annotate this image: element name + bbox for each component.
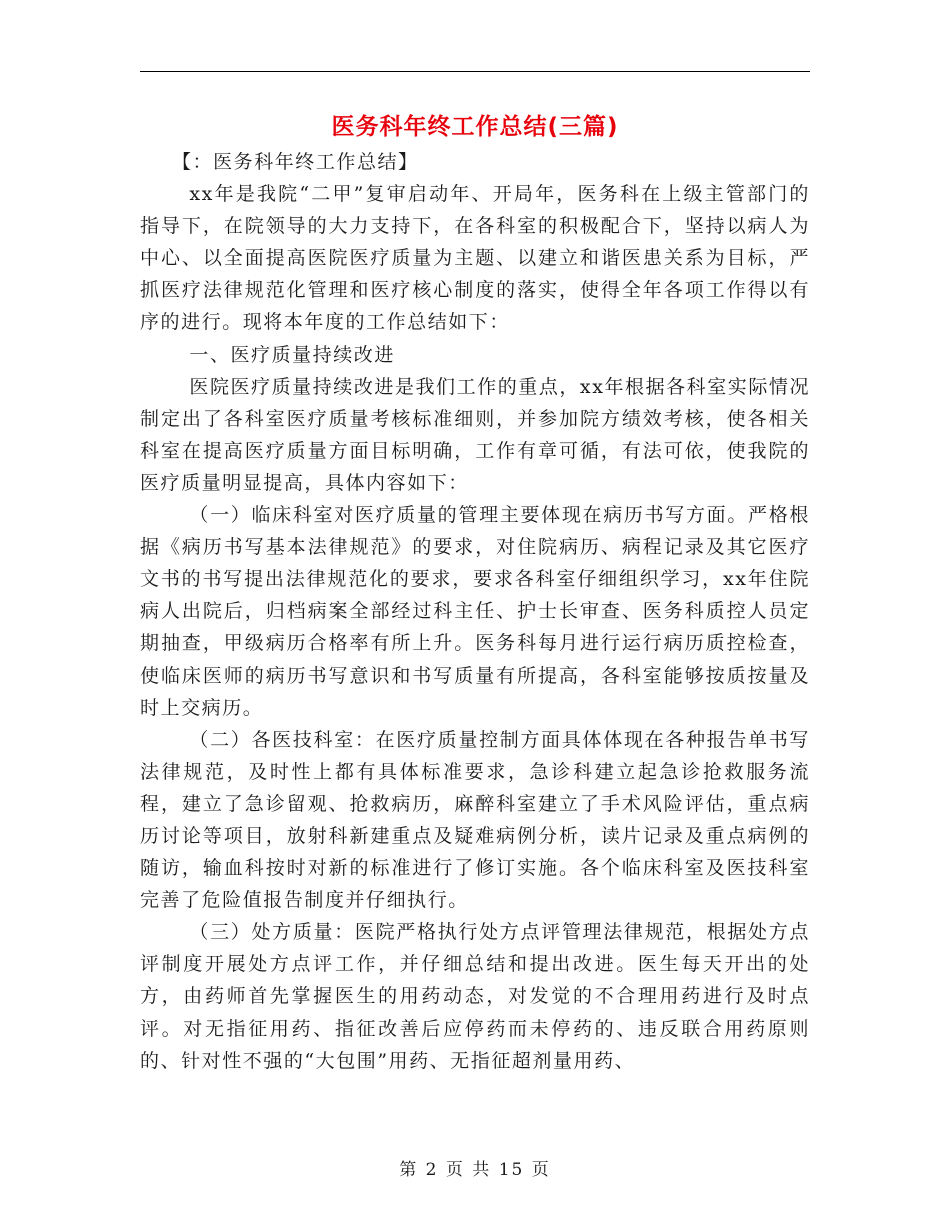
paragraph-prescription: （三）处方质量：医院严格执行处方点评管理法律规范，根据处方点评制度开展处方点评工作，并仔细总结和提出改进。医生每天开出的处方，由药师首先掌握医生的用药动态，对发觉的不合理用药进行及时点评。对无指征用药、指征改善后应停药而未停药的、违反联合用药原则的、针对性不强的“大包围”用药、无指征超剂量用药、 [140,921,810,1072]
document-body [140,146,810,1077]
paragraph-clinical: （一）临床科室对医疗质量的管理主要体现在病历书写方面。严格根据《病历书写基本法律规范》的要求，对住院病历、病程记录及其它医疗文书的书写提出法律规范化的要求，要求各科室仔细组织学习，xx年住院病人出院后，归档病案全部经过科主任、护士长审查、医务科质控人员定期抽查，甲级病历合格率有所上升。医务科每月进行运行病历质控检查，使临床医师的病历书写意识和书写质量有所提高，各科室能够按质按量及时上交病历。 [140,504,810,719]
paragraph-medtech: （二）各医技科室：在医疗质量控制方面具体体现在各种报告单书写法律规范，及时性上都有具体标准要求，急诊科建立起急诊抢救服务流程，建立了急诊留观、抢救病历，麻醉科室建立了手术风险评估，重点病历讨论等项目，放射科新建重点及疑难病例分析，读片记录及重点病例的随访，输血科按时对新的标准进行了修订实施。各个临床科室及医技科室完善了危险值报告制度并仔细执行。 [140,728,810,912]
paragraph-intro: xx年是我院“二甲”复审启动年、开局年，医务科在上级主管部门的指导下，在院领导的大力支持下，在各科室的积极配合下，坚持以病人为中心、以全面提高医院医疗质量为主题、以建立和谐医患关系为目标，严抓医疗法律规范化管理和医疗核心制度的落实，使得全年各项工作得以有序的进行。现将本年度的工作总结如下： [140,183,810,334]
page-footer: 第 2 页 共 15 页 [399,1160,551,1180]
header-rule [140,71,810,72]
document-title: 医务科年终工作总结(三篇) [331,114,619,140]
paragraph-quality: 医院医疗质量持续改进是我们工作的重点，xx年根据各科室实际情况制定出了各科室医疗质量考核标准细则，并参加院方绩效考核，使各相关科室在提高医疗质量方面目标明确，工作有章可循，有法可依，使我院的医疗质量明显提高，具体内容如下： [140,375,810,494]
subheading: 【：医务科年终工作总结】 [172,151,419,173]
section-heading: 一、医疗质量持续改进 [189,343,395,366]
